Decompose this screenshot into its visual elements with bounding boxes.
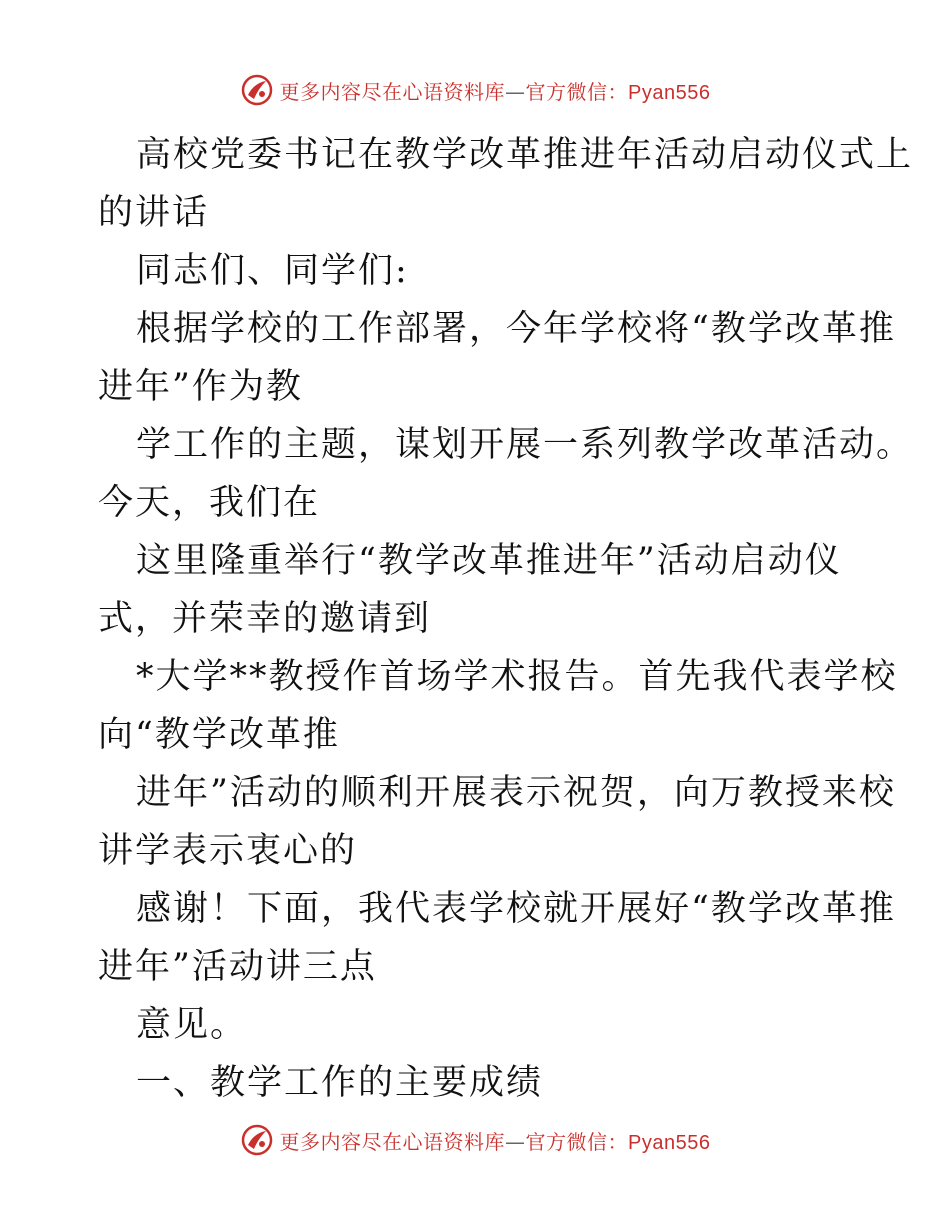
body-line: 意见。	[136, 1005, 248, 1045]
title-line-2: 的讲话	[98, 193, 210, 233]
body-line: 进年”作为教	[98, 367, 303, 407]
body-line: 感谢！下面，我代表学校就开展好“教学改革推	[136, 889, 896, 929]
banner-text: 更多内容尽在心语资料库	[279, 79, 506, 104]
body-line: 这里隆重举行“教学改革推进年”活动启动仪	[136, 541, 842, 581]
body-line: 学工作的主题，谋划开展一系列教学改革活动。	[136, 425, 914, 465]
banner-wechat-id: Pyan556	[628, 1131, 711, 1154]
brush-logo-icon	[240, 1123, 274, 1157]
salutation: 同志们、同学们:	[136, 251, 409, 291]
section-heading: 一、教学工作的主要成绩	[136, 1063, 544, 1103]
footer-watermark-banner	[0, 1122, 950, 1158]
title-line-1: 高校党委书记在教学改革推进年活动启动仪式上	[136, 135, 914, 175]
banner-suffix: 官方微信：	[525, 79, 629, 104]
body-line: 讲学表示衷心的	[98, 831, 358, 871]
brush-logo-icon	[240, 73, 274, 107]
banner-suffix: 官方微信：	[525, 1129, 629, 1154]
document-body	[98, 126, 914, 1112]
banner-dash: —	[505, 79, 526, 104]
body-line: 进年”活动的顺利开展表示祝贺，向万教授来校	[136, 773, 896, 813]
body-line: 根据学校的工作部署，今年学校将“教学改革推	[136, 309, 896, 349]
body-line: 今天，我们在	[98, 483, 321, 523]
banner-text: 更多内容尽在心语资料库	[279, 1129, 506, 1154]
body-line: 进年”活动讲三点	[98, 947, 377, 987]
body-line: 式，并荣幸的邀请到	[98, 599, 432, 639]
header-watermark-banner	[0, 72, 950, 108]
body-line: *大学**教授作首场学术报告。首先我代表学校	[136, 657, 898, 697]
body-line: 向“教学改革推	[98, 715, 340, 755]
banner-dash: —	[505, 1129, 526, 1154]
banner-wechat-id: Pyan556	[628, 81, 711, 104]
